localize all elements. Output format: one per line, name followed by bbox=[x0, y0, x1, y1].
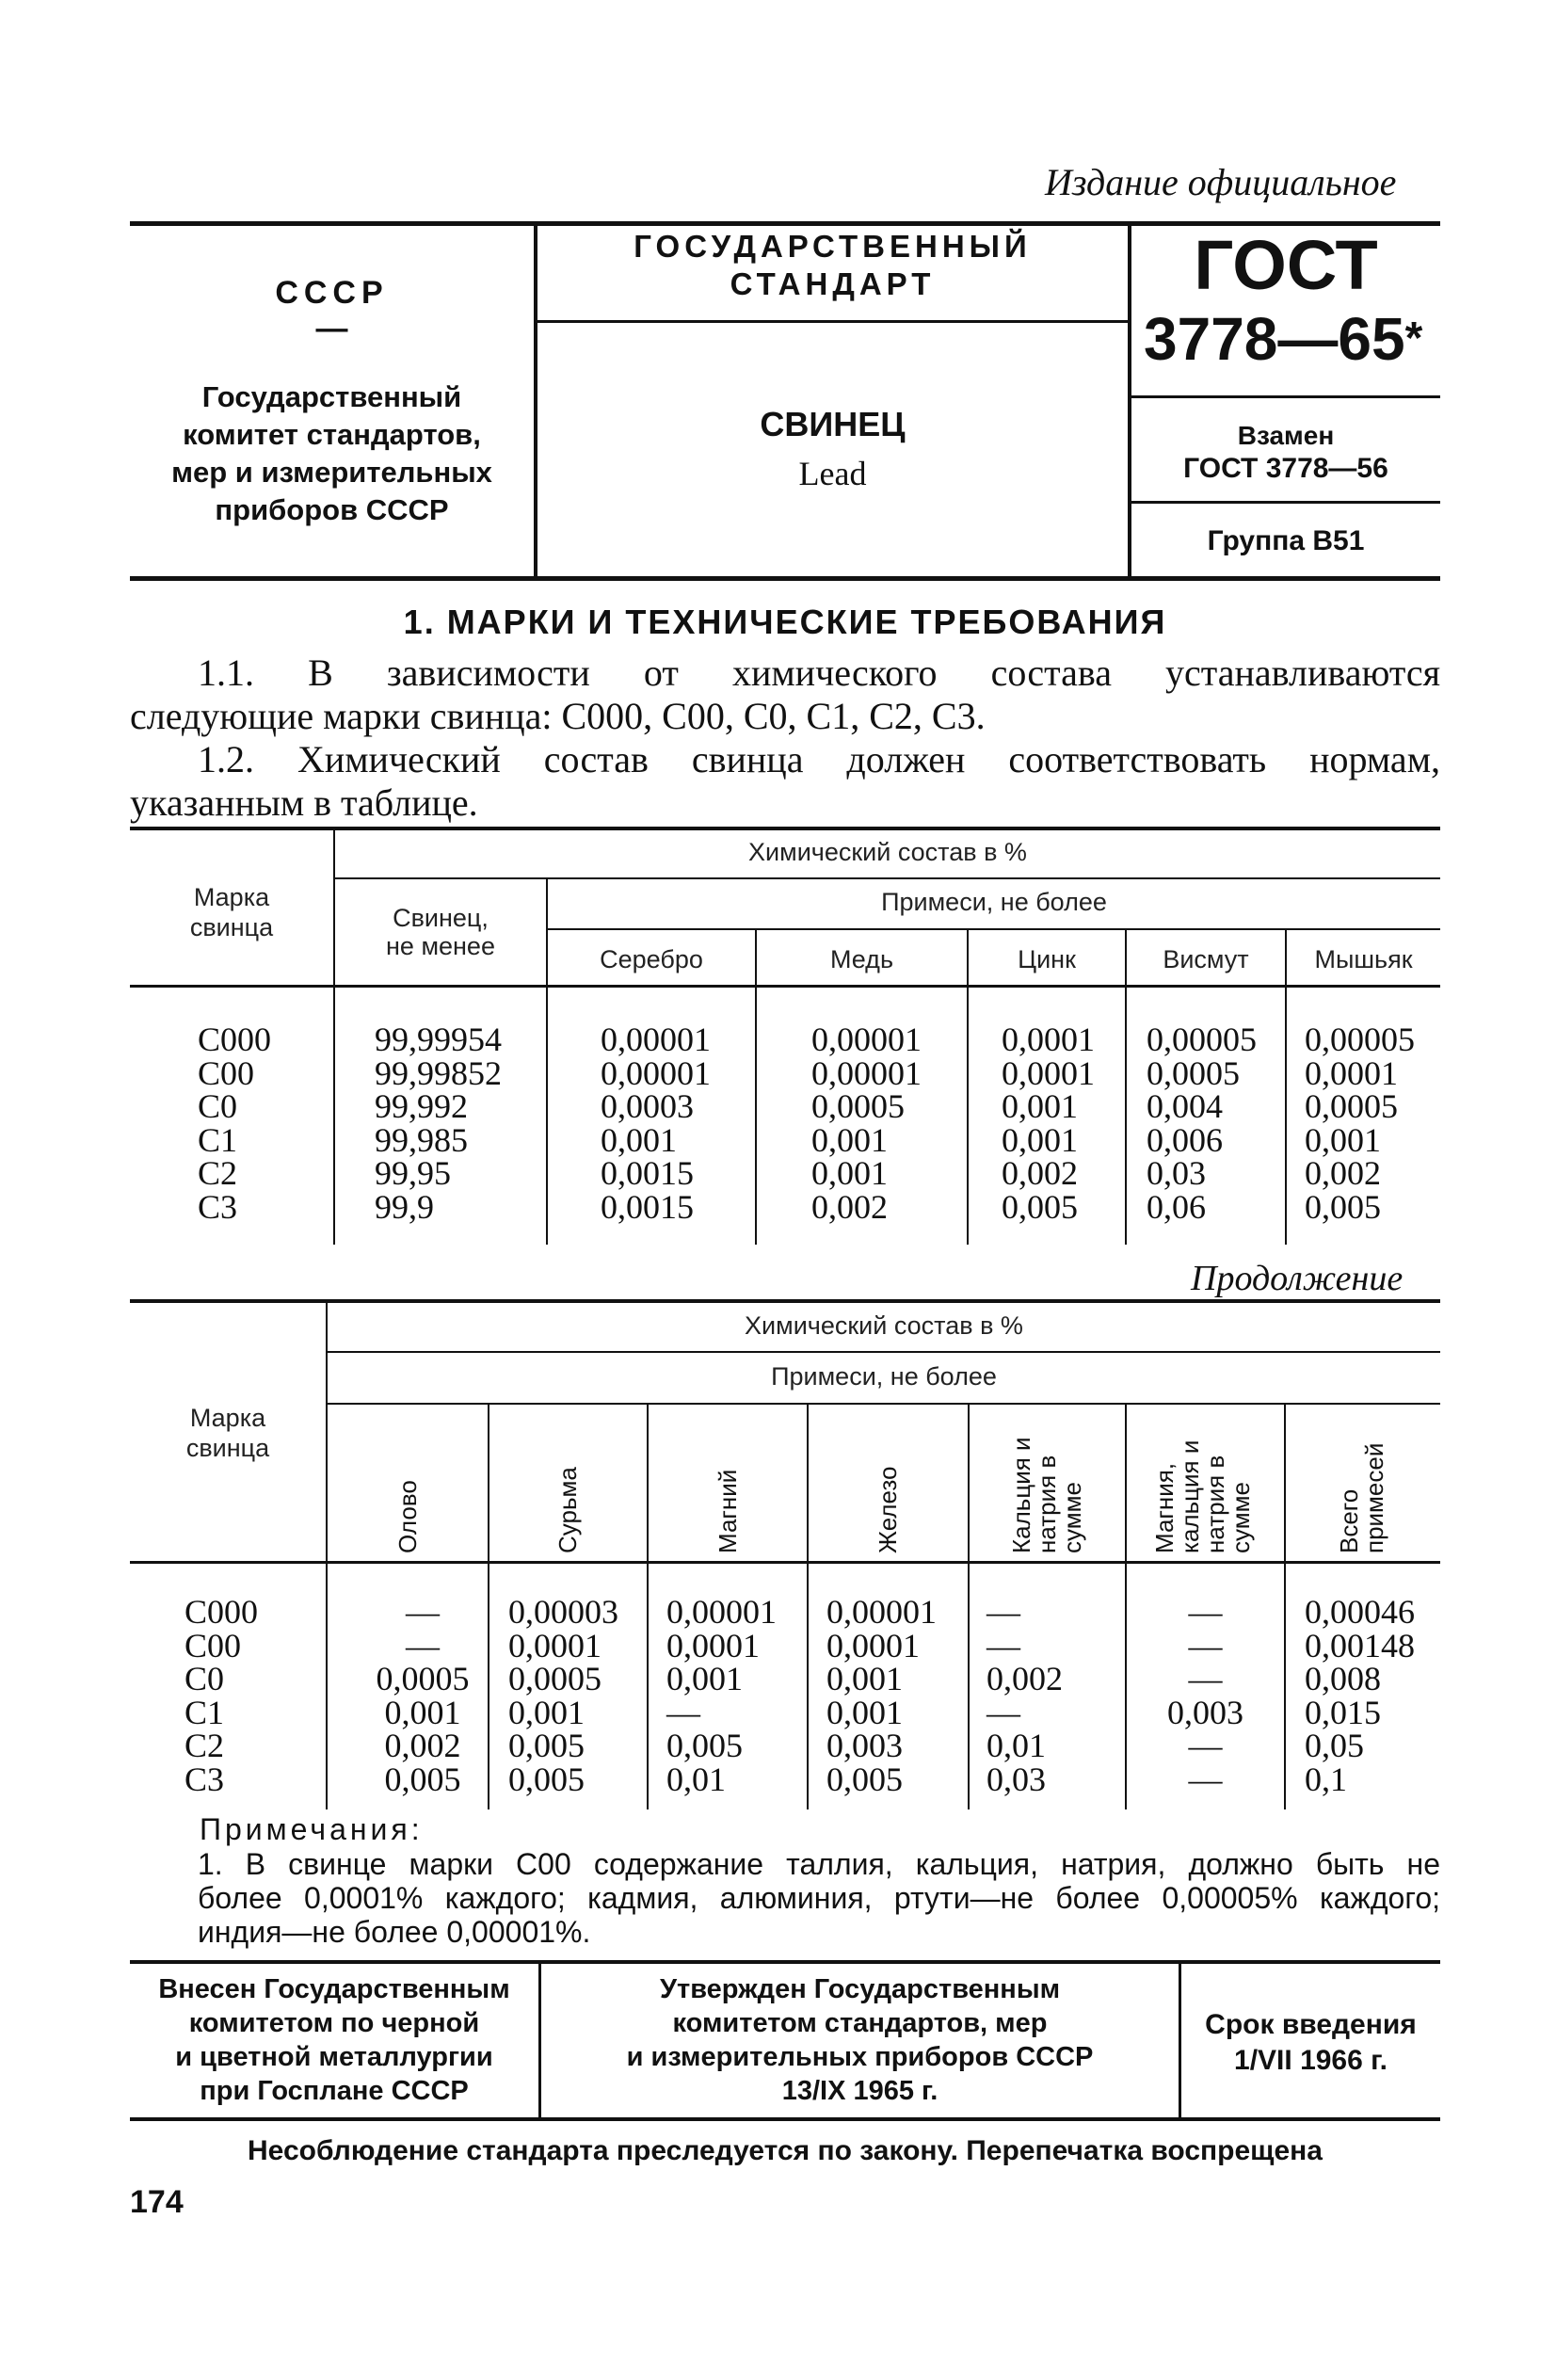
table-cell-ca_na: — bbox=[987, 1693, 1020, 1731]
column-header-silver: Серебро bbox=[600, 945, 703, 973]
table-cell-grades: С1 bbox=[198, 1120, 238, 1159]
committee-line: приборов СССР bbox=[215, 493, 449, 526]
column-header-bismuth: Висмут bbox=[1163, 945, 1249, 973]
table-cell-ca_na: — bbox=[987, 1593, 1020, 1631]
column-header-ca-na: Кальция и натрия в сумме bbox=[1007, 1437, 1086, 1553]
table-cell-lead: 99,99852 bbox=[375, 1053, 502, 1092]
table-cell-silver: 0,0003 bbox=[601, 1087, 694, 1125]
table-cell-total: 0,05 bbox=[1305, 1727, 1364, 1764]
table-cell-ca_na: 0,01 bbox=[987, 1727, 1046, 1764]
asterisk-mark: * bbox=[1404, 314, 1423, 363]
introduced-line: при Госплане СССР bbox=[200, 2076, 469, 2106]
introduced-line: комитетом по черной bbox=[188, 2008, 480, 2038]
committee-block bbox=[130, 378, 534, 529]
table-cell-grades: С3 bbox=[198, 1187, 238, 1226]
table-cell-antimony: 0,005 bbox=[508, 1760, 585, 1798]
table-cell-ca_na: — bbox=[987, 1626, 1020, 1664]
table-cell-copper: 0,001 bbox=[811, 1120, 888, 1159]
approved-by bbox=[541, 1972, 1179, 2108]
introduced-line: Внесен Государственным bbox=[158, 1974, 510, 2004]
country-label: СССР bbox=[275, 275, 389, 311]
committee-line: мер и измерительных bbox=[171, 456, 492, 489]
table-cell-iron: 0,005 bbox=[826, 1760, 903, 1798]
table-cell-magnesium: 0,001 bbox=[666, 1660, 743, 1697]
table-cell-zinc: 0,001 bbox=[1002, 1120, 1078, 1159]
header-right-rule-1 bbox=[1131, 395, 1440, 398]
table-cell-arsenic: 0,001 bbox=[1305, 1120, 1381, 1159]
header-bottom-rule bbox=[130, 576, 1440, 581]
standard-type-line: ГОСУДАРСТВЕННЫЙ bbox=[634, 229, 1032, 264]
table2-vline bbox=[488, 1405, 489, 1809]
table-cell-mg_ca_na: 0,003 bbox=[1167, 1693, 1243, 1731]
table2-vline bbox=[647, 1405, 649, 1809]
table-cell-tin: 0,002 bbox=[384, 1727, 461, 1764]
header-middle-rule bbox=[537, 320, 1128, 323]
column-header-iron: Железо bbox=[874, 1466, 902, 1553]
table-cell-arsenic: 0,00005 bbox=[1305, 1021, 1415, 1058]
table-cell-bismuth: 0,0005 bbox=[1147, 1053, 1240, 1092]
continuation-label: Продолжение bbox=[1191, 1259, 1404, 1298]
gost-number-value: 3778—65 bbox=[1144, 305, 1405, 373]
page-number: 174 bbox=[130, 2184, 184, 2220]
paragraph-2-line-1: 1.2. Химический состав свинца должен соответствовать нормам, bbox=[198, 738, 1440, 780]
table1-rule-impurities bbox=[548, 928, 1440, 930]
table-cell-magnesium: — bbox=[666, 1693, 700, 1731]
table-cell-magnesium: 0,01 bbox=[666, 1760, 726, 1798]
table-cell-ca_na: 0,002 bbox=[987, 1660, 1063, 1697]
footer-bottom-rule bbox=[130, 2117, 1440, 2121]
table-cell-lead: 99,992 bbox=[375, 1087, 468, 1125]
table1-header-rule bbox=[130, 985, 1440, 988]
paragraph-2-line-2: указанным в таблице. bbox=[130, 781, 478, 824]
column-header-magnesium: Магний bbox=[714, 1469, 742, 1553]
gost-label: ГОСТ bbox=[1194, 226, 1378, 304]
grade-header-line: свинца bbox=[185, 1434, 270, 1462]
header-right-rule-2 bbox=[1131, 501, 1440, 504]
table-cell-grades: С3 bbox=[184, 1760, 225, 1798]
table-cell-silver: 0,001 bbox=[601, 1120, 677, 1159]
column-header-arsenic: Мышьяк bbox=[1314, 945, 1413, 973]
table-cell-total: 0,00148 bbox=[1305, 1626, 1415, 1664]
note-line: более 0,0001% каждого; кадмия, алюминия, ртути—не более 0,00005% каждого; bbox=[198, 1881, 1440, 1915]
note-line: индия—не более 0,00001%. bbox=[198, 1915, 591, 1949]
table-cell-bismuth: 0,006 bbox=[1147, 1120, 1223, 1159]
approved-line: комитетом стандартов, мер bbox=[672, 2008, 1048, 2038]
lead-header-line: не менее bbox=[386, 932, 495, 960]
table2-rule-impurities bbox=[328, 1403, 1440, 1405]
table-cell-silver: 0,0015 bbox=[601, 1154, 694, 1192]
grade-header-line: Марка bbox=[189, 1404, 266, 1432]
table-cell-iron: 0,001 bbox=[826, 1660, 903, 1697]
committee-line: Государственный bbox=[201, 380, 462, 413]
table-cell-bismuth: 0,03 bbox=[1147, 1154, 1206, 1192]
table-cell-tin: — bbox=[406, 1593, 440, 1631]
replaces-standard: ГОСТ 3778—56 bbox=[1183, 453, 1388, 484]
table-cell-copper: 0,0005 bbox=[811, 1087, 905, 1125]
table-cell-grades: С00 bbox=[184, 1626, 242, 1664]
introduced-line: и цветной металлургии bbox=[175, 2042, 493, 2072]
table-cell-grades: С0 bbox=[198, 1087, 238, 1125]
table-cell-antimony: 0,0001 bbox=[508, 1626, 602, 1664]
table-cell-antimony: 0,001 bbox=[508, 1693, 585, 1731]
table-cell-arsenic: 0,0001 bbox=[1305, 1053, 1398, 1092]
note-line: 1. В свинце марки С00 содержание таллия, кальция, натрия, должно быть не bbox=[198, 1847, 1440, 1881]
table2-rule-group bbox=[328, 1351, 1440, 1353]
document-title-english: Lead bbox=[798, 455, 867, 492]
table1-grade-header bbox=[130, 882, 333, 942]
table-cell-mg_ca_na: — bbox=[1188, 1626, 1223, 1664]
table1-vline bbox=[546, 877, 548, 1245]
table-cell-tin: 0,001 bbox=[384, 1693, 461, 1731]
column-header-antimony: Сурьма bbox=[553, 1467, 582, 1553]
approved-line: Утвержден Государственным bbox=[659, 1974, 1061, 2004]
table-cell-iron: 0,003 bbox=[826, 1727, 903, 1764]
table-cell-mg_ca_na: — bbox=[1188, 1727, 1223, 1764]
table-cell-grades: С000 bbox=[184, 1593, 259, 1631]
table2-group-header: Химический состав в % bbox=[745, 1311, 1023, 1340]
column-header-tin: Олово bbox=[393, 1480, 422, 1553]
table-cell-magnesium: 0,0001 bbox=[666, 1626, 760, 1664]
table-cell-antimony: 0,005 bbox=[508, 1727, 585, 1764]
table-cell-iron: 0,001 bbox=[826, 1693, 903, 1731]
table-cell-silver: 0,0015 bbox=[601, 1187, 694, 1226]
effective-date bbox=[1181, 2007, 1440, 2079]
table-cell-iron: 0,0001 bbox=[826, 1626, 920, 1664]
standard-type-line: СТАНДАРТ bbox=[730, 266, 936, 301]
group-code: Группа В51 bbox=[1207, 525, 1365, 556]
document-title: СВИНЕЦ bbox=[760, 405, 906, 443]
table-cell-copper: 0,00001 bbox=[811, 1021, 922, 1058]
table-cell-mg_ca_na: — bbox=[1188, 1660, 1223, 1697]
legal-warning: Несоблюдение стандарта преследуется по закону. Перепечатка воспрещена bbox=[248, 2135, 1323, 2166]
table-cell-zinc: 0,0001 bbox=[1002, 1021, 1095, 1058]
table-cell-lead: 99,985 bbox=[375, 1120, 468, 1159]
table-cell-bismuth: 0,004 bbox=[1147, 1087, 1223, 1125]
table-cell-copper: 0,001 bbox=[811, 1154, 888, 1192]
table1-vline bbox=[333, 830, 335, 1245]
lead-header-line: Свинец, bbox=[393, 904, 489, 932]
table-cell-arsenic: 0,005 bbox=[1305, 1187, 1381, 1226]
paragraph-1-line-1: 1.1. В зависимости от химического состава устанавливаются bbox=[198, 651, 1440, 694]
table-cell-total: 0,00046 bbox=[1305, 1593, 1415, 1631]
table-cell-zinc: 0,002 bbox=[1002, 1154, 1078, 1192]
table-cell-copper: 0,00001 bbox=[811, 1053, 922, 1092]
table-cell-bismuth: 0,00005 bbox=[1147, 1021, 1257, 1058]
table1-vline bbox=[967, 930, 969, 1245]
footer-top-rule bbox=[130, 1960, 1440, 1964]
edition-label: Издание официальное bbox=[1045, 161, 1397, 203]
table-cell-mg_ca_na: — bbox=[1188, 1760, 1223, 1798]
column-header-zinc: Цинк bbox=[1018, 945, 1076, 973]
table1-rule-group bbox=[335, 877, 1440, 879]
table1-top-rule bbox=[130, 827, 1440, 830]
notes-title: Примечания: bbox=[200, 1812, 424, 1846]
introduced-by bbox=[130, 1972, 538, 2108]
table1-vline bbox=[1285, 930, 1287, 1245]
table-cell-antimony: 0,0005 bbox=[508, 1660, 602, 1697]
grade-header-line: Марка bbox=[193, 883, 270, 911]
table-cell-lead: 99,99954 bbox=[375, 1021, 502, 1058]
table2-vline bbox=[807, 1405, 809, 1809]
paragraph-1-line-2: следующие марки свинца: С000, С00, С0, С1, С2, С3. bbox=[130, 695, 986, 737]
table-cell-copper: 0,002 bbox=[811, 1187, 888, 1226]
table-cell-silver: 0,00001 bbox=[601, 1021, 711, 1058]
effective-line: Срок введения bbox=[1205, 2009, 1417, 2040]
table-cell-grades: С2 bbox=[198, 1154, 238, 1192]
table1-impurities-header: Примеси, не более bbox=[881, 888, 1107, 916]
table2-vline bbox=[968, 1405, 970, 1809]
table-cell-ca_na: 0,03 bbox=[987, 1760, 1046, 1798]
gost-number bbox=[1144, 306, 1422, 372]
table-cell-grades: С0 bbox=[184, 1660, 225, 1697]
table-cell-magnesium: 0,00001 bbox=[666, 1593, 777, 1631]
table1-vline bbox=[755, 930, 757, 1245]
table-cell-tin: 0,0005 bbox=[376, 1660, 470, 1697]
replaces-label: Взамен bbox=[1237, 421, 1335, 450]
table2-vline bbox=[1284, 1405, 1286, 1809]
column-header-copper: Медь bbox=[829, 945, 894, 973]
table-cell-total: 0,008 bbox=[1305, 1660, 1381, 1697]
table-cell-lead: 99,9 bbox=[375, 1187, 434, 1226]
table1-group-header: Химический состав в % bbox=[748, 838, 1027, 866]
effective-line: 1/VII 1966 г. bbox=[1234, 2045, 1388, 2076]
table-cell-tin: 0,005 bbox=[384, 1760, 461, 1798]
table-cell-arsenic: 0,002 bbox=[1305, 1154, 1381, 1192]
notes-body bbox=[198, 1847, 1440, 1949]
standard-type bbox=[537, 228, 1128, 303]
table-cell-zinc: 0,001 bbox=[1002, 1087, 1078, 1125]
table-cell-zinc: 0,005 bbox=[1002, 1187, 1078, 1226]
column-header-mg-ca-na: Магния, кальция и натрия в сумме bbox=[1150, 1439, 1255, 1553]
table-cell-mg_ca_na: — bbox=[1188, 1593, 1223, 1631]
table-cell-zinc: 0,0001 bbox=[1002, 1053, 1095, 1092]
table-cell-silver: 0,00001 bbox=[601, 1053, 711, 1092]
table-cell-grades: С000 bbox=[198, 1021, 272, 1058]
table-cell-magnesium: 0,005 bbox=[666, 1727, 743, 1764]
table-cell-lead: 99,95 bbox=[375, 1154, 451, 1192]
header-dash: — bbox=[315, 311, 348, 346]
table-cell-arsenic: 0,0005 bbox=[1305, 1087, 1398, 1125]
approved-line: и измерительных приборов СССР bbox=[626, 2042, 1094, 2072]
table-cell-grades: С1 bbox=[184, 1693, 225, 1731]
table-cell-antimony: 0,00003 bbox=[508, 1593, 618, 1631]
table1-vline bbox=[1125, 930, 1127, 1245]
grade-header-line: свинца bbox=[189, 913, 274, 941]
table-cell-bismuth: 0,06 bbox=[1147, 1187, 1206, 1226]
table2-grade-header bbox=[130, 1403, 326, 1463]
section-body bbox=[130, 651, 1440, 825]
table2-impurities-header: Примеси, не более bbox=[771, 1362, 997, 1391]
table1-lead-header bbox=[335, 904, 546, 960]
approved-line: 13/IX 1965 г. bbox=[781, 2076, 938, 2106]
committee-line: комитет стандартов, bbox=[183, 418, 481, 451]
table-cell-tin: — bbox=[406, 1626, 440, 1664]
table-cell-iron: 0,00001 bbox=[826, 1593, 937, 1631]
table-cell-total: 0,015 bbox=[1305, 1693, 1381, 1731]
table-cell-grades: С00 bbox=[198, 1053, 255, 1092]
column-header-total: Всего примесей bbox=[1335, 1442, 1388, 1553]
section-title: 1. МАРКИ И ТЕХНИЧЕСКИЕ ТРЕБОВАНИЯ bbox=[403, 603, 1167, 641]
table-cell-total: 0,1 bbox=[1305, 1760, 1347, 1798]
table-cell-grades: С2 bbox=[184, 1727, 225, 1764]
